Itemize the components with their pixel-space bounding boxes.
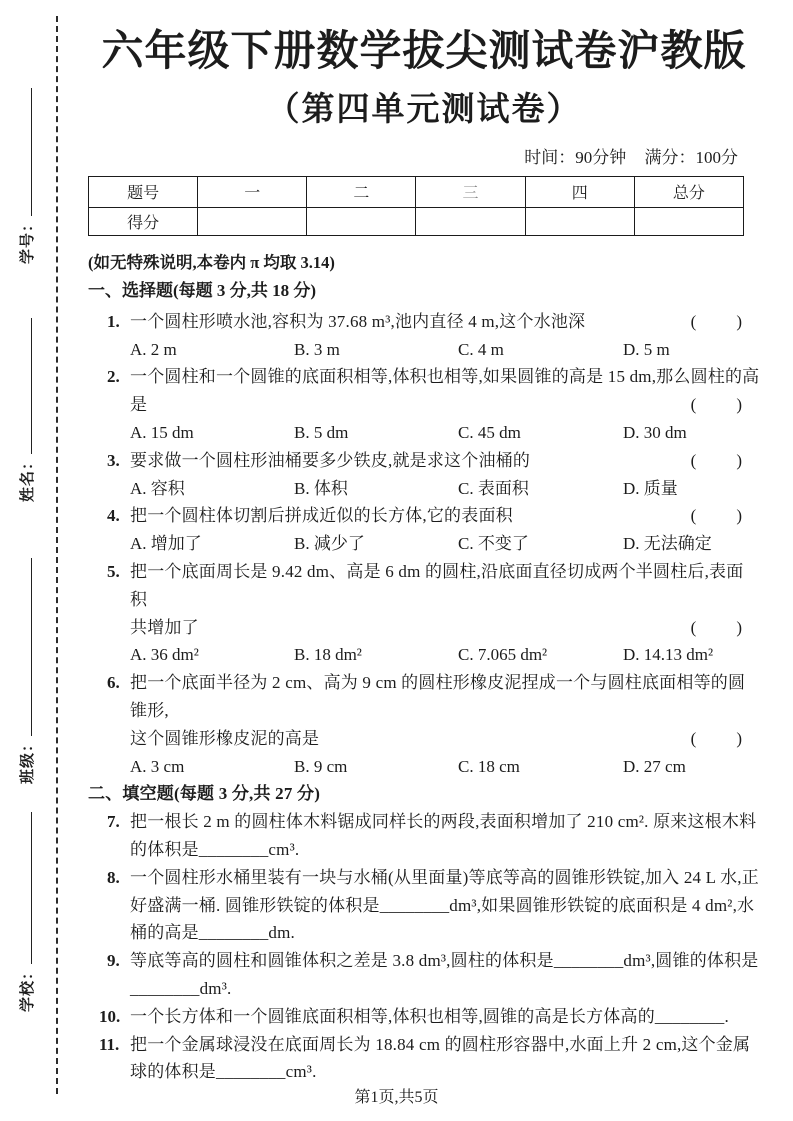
question-line (88, 1058, 760, 1086)
question-line (88, 1003, 760, 1031)
question-4 (88, 502, 760, 558)
option-d: D. 27 cm (623, 756, 686, 776)
score-table (88, 176, 744, 236)
question-text: ________dm³. (130, 979, 232, 999)
question-line (88, 1031, 760, 1059)
question-number: 8. (107, 867, 120, 887)
option-d: D. 5 m (623, 339, 670, 359)
score-table-header-row (89, 176, 744, 207)
seal-blank-class (17, 558, 32, 736)
question-number: 1. (107, 311, 120, 331)
option-d: D. 质量 (623, 478, 678, 498)
score-cell (416, 207, 525, 235)
option-a: A. 增加了 (130, 534, 202, 554)
question-number: 6. (107, 673, 120, 693)
seal-label-name: 姓名： (20, 453, 36, 502)
answer-bracket: ( ) (690, 617, 744, 637)
option-b: B. 3 m (294, 339, 340, 359)
question-9 (88, 947, 760, 1003)
score-table-header-cell: 四 (525, 176, 634, 207)
option-c: C. 表面积 (458, 478, 529, 498)
question-line (88, 363, 760, 391)
question-line (88, 947, 760, 975)
question-line (88, 975, 760, 1003)
options-row (88, 641, 760, 669)
score-cell (634, 207, 743, 235)
options-row (88, 336, 760, 364)
answer-bracket: ( ) (690, 395, 744, 415)
full-score: 满分：100分 (644, 147, 738, 167)
pi-note: (如无特殊说明,本卷内 π 均取 3.14) (88, 252, 335, 272)
question-line (88, 447, 760, 475)
time-limit: 时间：90分钟 (524, 147, 627, 167)
question-line (88, 391, 760, 419)
option-d: D. 无法确定 (623, 534, 712, 554)
options-row (88, 530, 760, 558)
score-table-header-cell: 一 (198, 176, 307, 207)
question-text: 一个圆柱形喷水池,容积为 37.68 m³,池内直径 4 m,这个水池深 (130, 311, 586, 331)
option-a: A. 3 cm (130, 756, 185, 776)
score-table-header-cell: 二 (307, 176, 416, 207)
option-b: B. 体积 (294, 478, 348, 498)
score-table-header-cell: 总分 (634, 176, 743, 207)
question-5 (88, 558, 760, 669)
question-text: 把一根长 2 m 的圆柱体木料锯成同样长的两段,表面积增加了 210 cm². 原来这根木料 (130, 812, 757, 832)
question-text: 一个长方体和一个圆锥底面积相等,体积也相等,圆锥的高是长方体高的________. (130, 1006, 729, 1026)
question-text: 好盛满一桶. 圆锥形铁锭的体积是________dm³,如果圆锥形铁锭的底面积是 4 dm²,水 (130, 895, 755, 915)
paper-subtitle: （第四单元测试卷） (266, 92, 582, 129)
options-row (88, 753, 760, 781)
question-line (88, 892, 760, 920)
option-a: A. 36 dm² (130, 645, 199, 665)
question-text: 把一个底面周长是 9.42 dm、高是 6 dm 的圆柱,沿底面直径切成两个半圆柱后,表面积 (130, 562, 744, 609)
option-b: B. 减少了 (294, 534, 365, 554)
question-line (88, 614, 760, 642)
seal-label-class: 班级： (20, 735, 36, 784)
question-line (88, 808, 760, 836)
score-cell (198, 207, 307, 235)
score-table-header-cell: 三 (416, 176, 525, 207)
question-text: 球的体积是________cm³. (130, 1062, 317, 1082)
option-a: A. 15 dm (130, 423, 194, 443)
question-number: 4. (107, 506, 120, 526)
option-d: D. 14.13 dm² (623, 645, 714, 665)
seal-fold-line (56, 16, 58, 1094)
option-b: B. 5 dm (294, 423, 349, 443)
paper-content (88, 0, 760, 1086)
section-1-heading: 一、选择题(每题 3 分,共 18 分) (88, 280, 317, 300)
answer-bracket: ( ) (690, 728, 744, 748)
option-c: C. 18 cm (458, 756, 520, 776)
question-text: 桶的高是________dm. (130, 923, 295, 943)
question-text: 一个圆柱形水桶里装有一块与水桶(从里面量)等底等高的圆锥形铁锭,加入 24 L 水,正 (130, 867, 759, 887)
question-line (88, 669, 760, 725)
question-number: 11. (99, 1034, 120, 1054)
question-number: 9. (107, 951, 120, 971)
question-text: 把一个底面半径为 2 cm、高为 9 cm 的圆柱形橡皮泥捏成一个与圆柱底面相等的圆锥形, (130, 673, 746, 721)
score-table-header-cell: 题号 (89, 176, 198, 207)
question-line (88, 558, 760, 614)
questions-area (88, 308, 760, 1086)
options-row (88, 419, 760, 447)
seal-field-school (16, 812, 37, 1012)
seal-field-class (16, 558, 37, 784)
question-1 (88, 308, 760, 364)
question-11 (88, 1031, 760, 1087)
seal-label-student-id: 学号： (20, 215, 36, 264)
question-line (88, 502, 760, 530)
question-line (88, 836, 760, 864)
question-7 (88, 808, 760, 864)
answer-bracket: ( ) (690, 450, 744, 470)
question-text: 的体积是________cm³. (130, 840, 300, 860)
question-text: 一个圆柱和一个圆锥的底面积相等,体积也相等,如果圆锥的高是 15 dm,那么圆柱的高 (130, 367, 760, 387)
question-text: 这个圆锥形橡皮泥的高是 (130, 728, 320, 748)
question-line (88, 864, 760, 892)
seal-field-name (16, 318, 37, 502)
question-line (88, 308, 760, 336)
page-number: 第1页,共5页 (354, 1089, 439, 1106)
question-number: 10. (99, 1006, 121, 1026)
option-d: D. 30 dm (623, 423, 687, 443)
question-8 (88, 864, 760, 947)
question-number: 3. (107, 450, 120, 470)
score-cell (525, 207, 634, 235)
options-row (88, 475, 760, 503)
answer-bracket: ( ) (690, 506, 744, 526)
question-text: 共增加了 (130, 617, 199, 637)
paper-meta (88, 146, 760, 170)
option-c: C. 4 m (458, 339, 504, 359)
question-line (88, 725, 760, 753)
question-text: 要求做一个圆柱形油桶要多少铁皮,就是求这个油桶的 (130, 450, 531, 470)
option-b: B. 18 dm² (294, 645, 362, 665)
question-3 (88, 447, 760, 503)
seal-field-student-id (16, 88, 37, 264)
question-text: 把一个金属球浸没在底面周长为 18.84 cm 的圆柱形容器中,水面上升 2 cm,这个金属 (130, 1034, 751, 1054)
question-line (88, 919, 760, 947)
question-number: 7. (107, 812, 120, 832)
score-table-score-row (89, 207, 744, 235)
option-a: A. 容积 (130, 478, 185, 498)
seal-blank-student-id (17, 88, 32, 216)
question-2 (88, 363, 760, 446)
option-a: A. 2 m (130, 339, 177, 359)
question-text: 把一个圆柱体切割后拼成近似的长方体,它的表面积 (130, 506, 513, 526)
question-text: 是 (130, 395, 148, 415)
paper-title: 六年级下册数学拔尖测试卷沪教版 (101, 29, 747, 75)
option-c: C. 7.065 dm² (458, 645, 548, 665)
seal-blank-name (17, 318, 32, 454)
option-c: C. 45 dm (458, 423, 521, 443)
question-number: 2. (107, 367, 120, 387)
score-row-label: 得分 (89, 207, 198, 235)
seal-label-school: 学校： (20, 963, 36, 1012)
question-number: 5. (107, 562, 120, 582)
question-text: 等底等高的圆柱和圆锥体积之差是 3.8 dm³,圆柱的体积是________dm³,圆锥的体积是 (130, 951, 759, 971)
answer-bracket: ( ) (690, 311, 744, 331)
question-10 (88, 1003, 760, 1031)
option-b: B. 9 cm (294, 756, 348, 776)
option-c: C. 不变了 (458, 534, 529, 554)
question-6 (88, 669, 760, 780)
score-cell (307, 207, 416, 235)
section-2-heading: 二、填空题(每题 3 分,共 27 分) (88, 784, 321, 804)
seal-blank-school (17, 812, 32, 964)
